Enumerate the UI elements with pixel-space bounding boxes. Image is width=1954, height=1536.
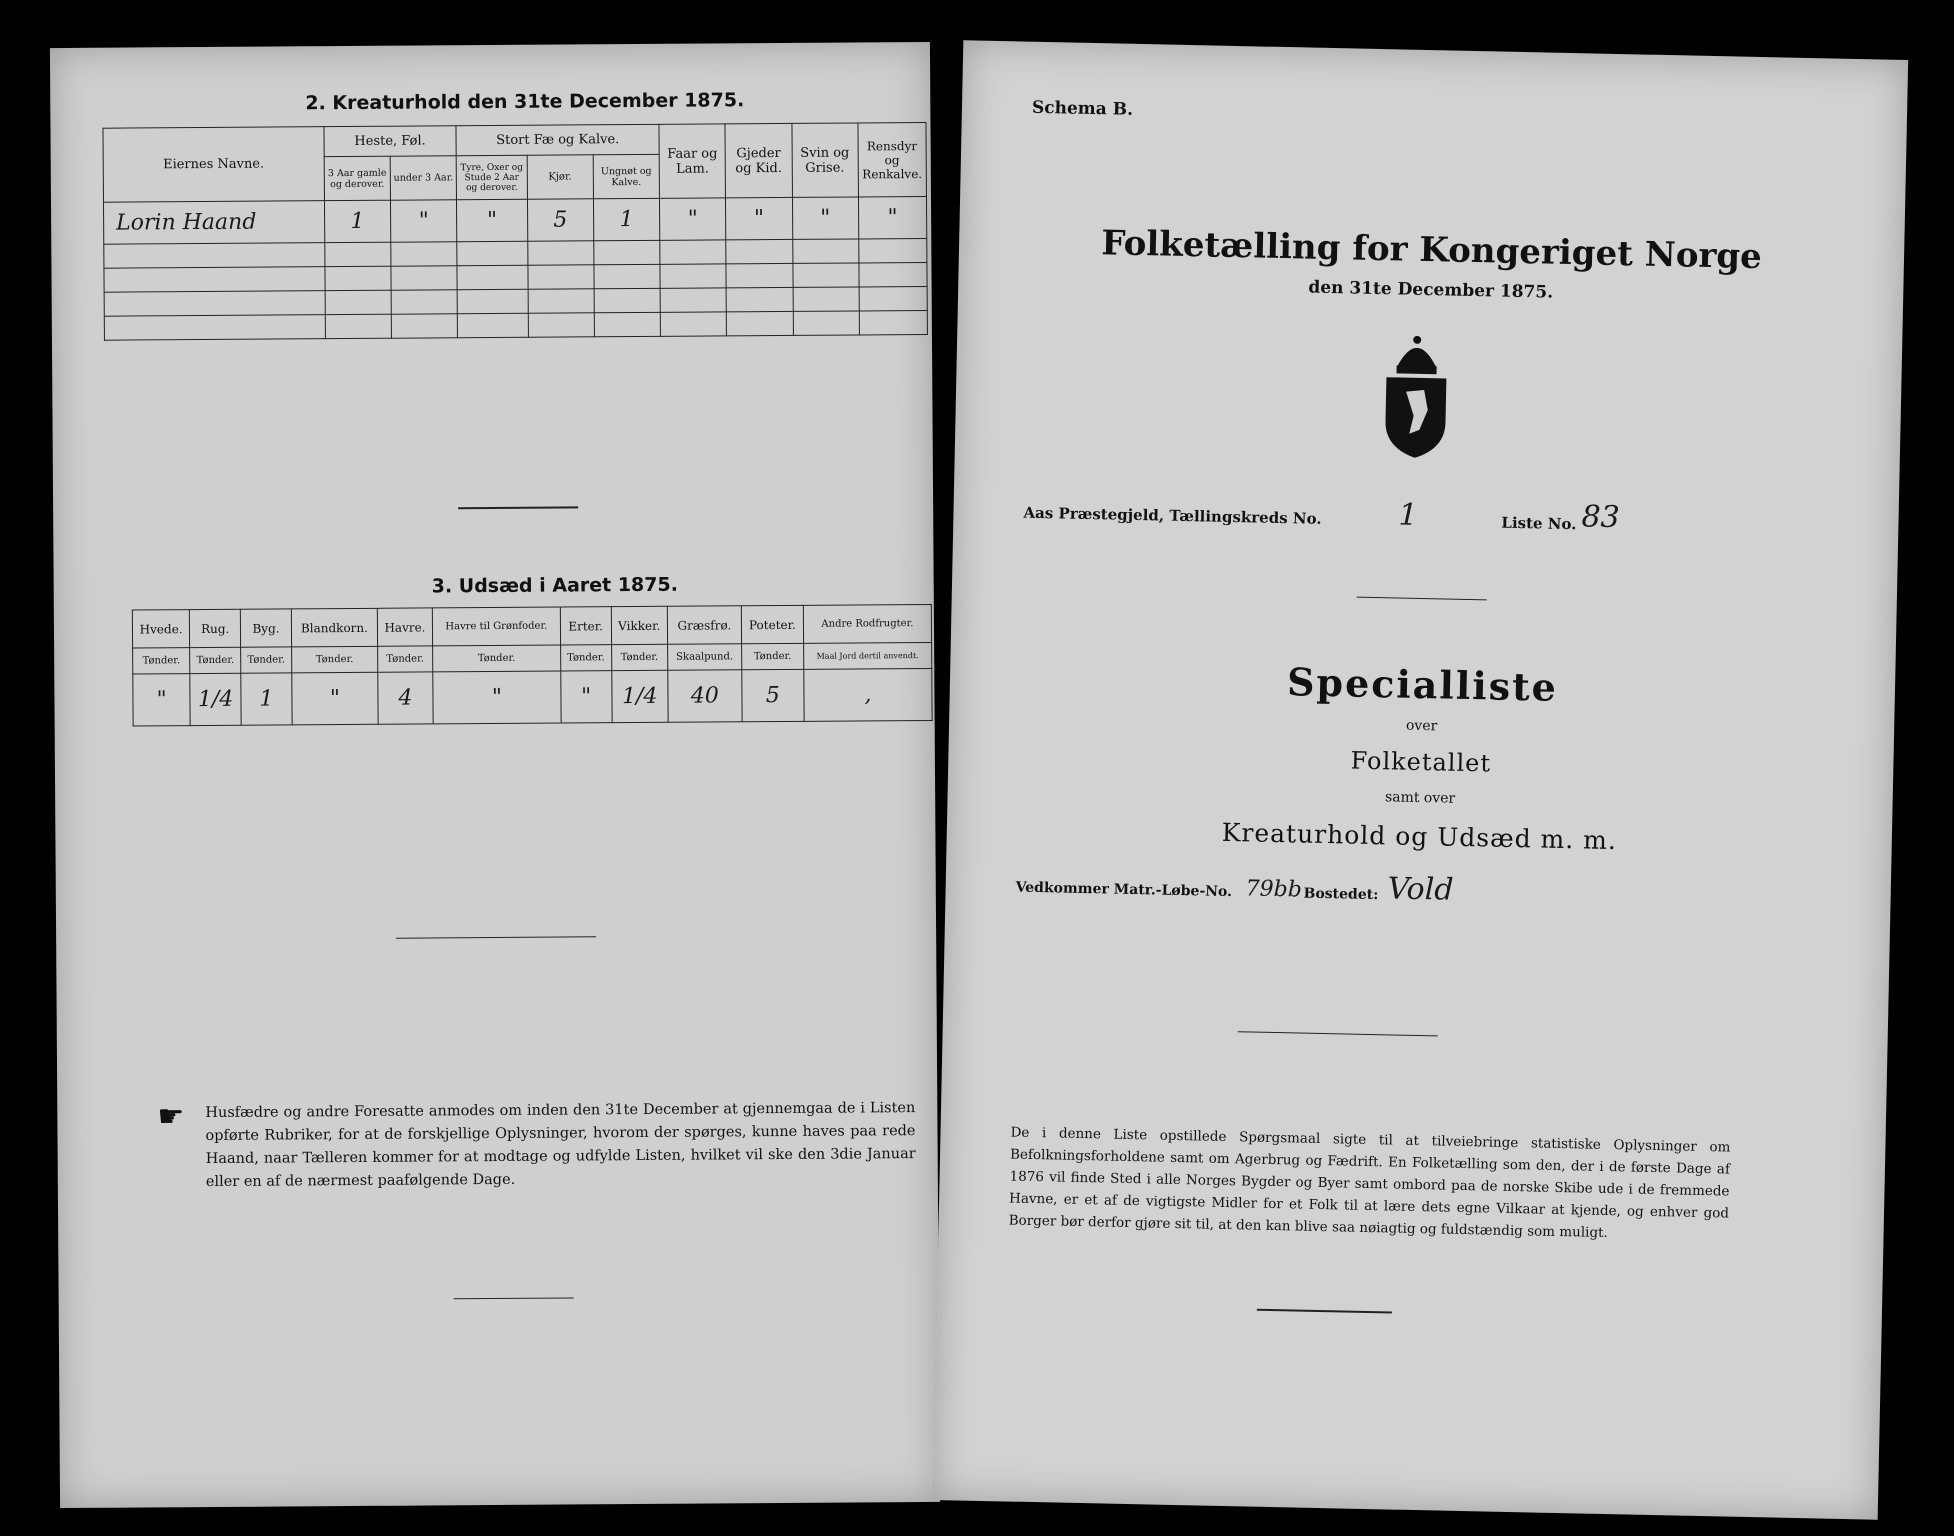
matr-label: Vedkommer Matr.-Løbe-No. [1015, 879, 1233, 901]
sowing-column-unit: Tønder. [433, 645, 561, 672]
sowing-column-unit: Maal Jord dertil anvendt. [804, 642, 932, 669]
horses-under3-value: " [390, 200, 457, 242]
divider [1257, 1309, 1392, 1313]
owner-name: Lorin Haand [103, 201, 324, 245]
reindeer-header: Rensdyr og Renkalve. [858, 122, 927, 196]
sowing-column-header: Rug. [190, 609, 241, 647]
cows-value: 5 [527, 199, 594, 241]
sowing-column-header: Hvede. [132, 610, 190, 648]
parish-label: Aas Præstegjeld, Tællingskreds No. [1023, 503, 1322, 528]
livestock-table [102, 122, 927, 341]
sowing-column-unit: Tønder. [560, 645, 611, 671]
table-row [103, 196, 926, 244]
list-label: Liste No. [1501, 513, 1577, 534]
sowing-value: " [133, 674, 191, 726]
goats-value: " [726, 197, 793, 239]
pigs-value: " [792, 197, 859, 239]
reindeer-value: " [858, 196, 927, 238]
residence-label: Bostedet: [1303, 885, 1379, 904]
bulls-header: Tyre, Oxer og Stude 2 Aar og derover. [456, 155, 527, 199]
sheep-value: " [660, 198, 727, 240]
sowing-value: 4 [378, 672, 433, 724]
sowing-column-header: Erter. [560, 607, 611, 645]
notice-text: Husfædre og andre Foresatte anmodes om inden den 31te December at gjennemgaa de i Listen opførte Rubriker, for at de forskjellige Oplysninger, hvorom der spørges, kunne haves paa rede Haand, naar Tælleren kommer for at modtage og udfylde Listen, hvilket vil ske den 3die Januar eller en af de nærmest paafølgende Dage. [205, 1100, 916, 1191]
sowing-value: " [561, 671, 612, 723]
sowing-column-unit: Tønder. [190, 647, 241, 673]
sowing-section-title: 3. Udsæd i Aaret 1875. [431, 573, 678, 598]
divider [454, 1297, 574, 1299]
sowing-value: , [804, 668, 932, 721]
footer-text: De i denne Liste opstillede Spørgsmaal sigte til at tilveiebringe statistiske Oplysninger om Befolkningsforholdene samt om Agerbrug og Fædrift. En Folketælling som den, der i de første Dage af 1876 vil finde Sted i alle Norges Bygder og Byer samt ombord paa de norske Skibe ude i de fremmede Havne, er et af de vigtigste Midler for et Folk til at lære dets egne Vilkaar at kjende, og enhver god Borger bør derfor gjøre sit til, at den kan blive saa nøiagtig og fuldstændig som muligt. [1008, 1124, 1731, 1242]
sowing-value: 1/4 [190, 673, 241, 725]
sheep-header: Faar og Lam. [659, 124, 726, 198]
livestock-sowing-text: Kreaturhold og Udsæd m. m. [1221, 817, 1618, 856]
sowing-column-unit: Tønder. [742, 643, 804, 669]
sowing-column-header: Blandkorn. [291, 608, 377, 647]
residence-name: Vold [1387, 871, 1454, 908]
sowing-column-header: Poteter. [741, 605, 803, 643]
young-cattle-value: 1 [593, 198, 660, 240]
sowing-column-unit: Tønder. [378, 646, 433, 672]
coat-of-arms-icon [1375, 329, 1458, 461]
young-cattle-header: Ungnøt og Kalve. [593, 154, 660, 198]
sowing-column-unit: Tønder. [611, 644, 668, 670]
sowing-column-header: Byg. [240, 609, 291, 647]
horses-header: Heste, Føl. [324, 126, 457, 157]
divider [1357, 597, 1487, 601]
owner-header: Eiernes Navne. [103, 127, 324, 203]
sowing-column-header: Havre til Grønfoder. [432, 607, 560, 646]
horses-over3-value: 1 [324, 200, 391, 242]
sowing-value: " [292, 672, 378, 725]
matr-number: 79bb [1245, 876, 1303, 903]
district-number: 1 [1398, 497, 1419, 533]
divider [396, 936, 596, 938]
list-number: 83 [1581, 499, 1621, 536]
pointing-hand-icon: ☛ [157, 1099, 185, 1135]
cows-header: Kjør. [527, 155, 594, 199]
sowing-column-unit: Skaalpund. [668, 644, 742, 671]
pigs-header: Svin og Grise. [791, 123, 858, 197]
sowing-value: 1/4 [611, 670, 668, 722]
horses-over3-header: 3 Aar gamle og derover. [324, 156, 391, 200]
sowing-column-header: Andre Rodfrugter. [803, 604, 931, 643]
cattle-header: Stort Fæ og Kalve. [456, 124, 659, 155]
sowing-column-header: Vikker. [611, 606, 668, 644]
bulls-value: " [457, 199, 528, 241]
document-title: Folketælling for Kongeriget Norge [1100, 223, 1763, 278]
table-row [104, 310, 927, 340]
sowing-column-unit: Tønder. [133, 648, 190, 674]
table-row [133, 668, 932, 726]
sowing-value: " [433, 671, 561, 724]
document-date: den 31te December 1875. [1308, 277, 1554, 303]
divider [458, 506, 578, 508]
sowing-table [132, 604, 933, 727]
horses-under3-header: under 3 Aar. [390, 156, 457, 200]
goats-header: Gjeder og Kid. [725, 123, 792, 197]
folketallet-text: Folketallet [1350, 746, 1492, 778]
over-text: over [1405, 717, 1438, 735]
special-list-heading: Specialliste [1286, 659, 1559, 710]
sowing-value: 5 [742, 669, 804, 721]
left-page [50, 42, 940, 1508]
sowing-value: 40 [668, 670, 742, 723]
sowing-column-header: Græsfrø. [667, 606, 741, 645]
schema-label: Schema B. [1031, 97, 1134, 120]
right-page [933, 40, 1908, 1519]
samt-over-text: samt over [1384, 789, 1456, 807]
sowing-column-unit: Tønder. [241, 647, 292, 673]
sowing-column-unit: Tønder. [292, 646, 378, 673]
sowing-value: 1 [241, 673, 292, 725]
livestock-section-title: 2. Kreaturhold den 31te December 1875. [305, 89, 745, 115]
sowing-column-header: Havre. [377, 608, 432, 646]
divider [1238, 1031, 1438, 1036]
